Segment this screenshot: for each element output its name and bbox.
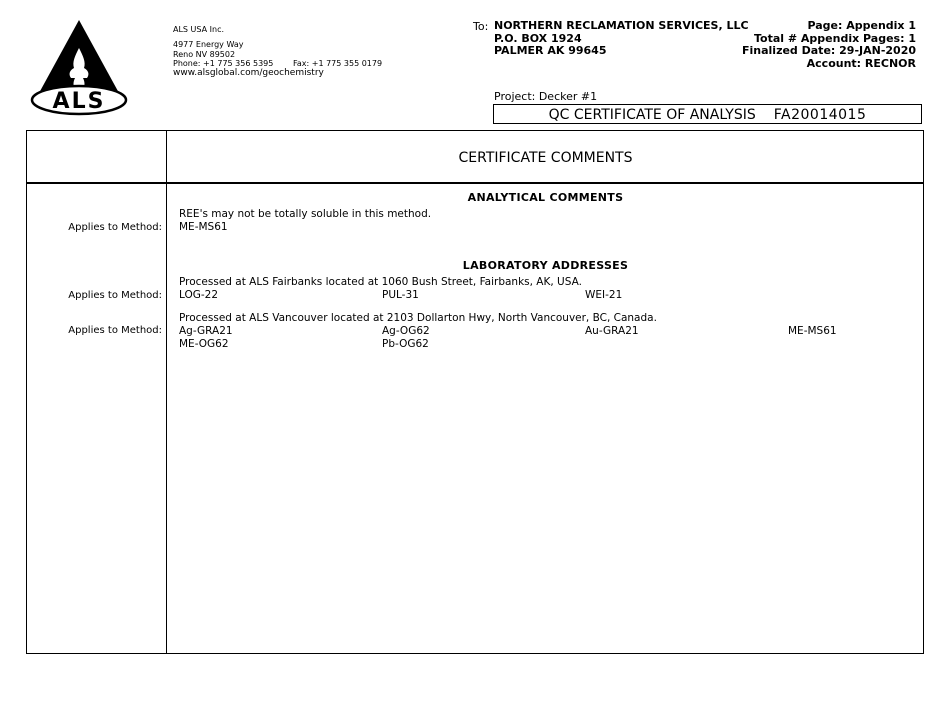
project-label: Project: Decker #1: [494, 90, 598, 103]
finalized-date: Finalized Date: 29-JAN-2020: [741, 44, 916, 57]
company-fax: Fax: +1 775 355 0179: [293, 59, 383, 68]
company-name: ALS USA Inc.: [173, 25, 225, 34]
vancouver-method: Pb-OG62: [382, 338, 429, 350]
total-pages: Total # Appendix Pages: 1: [753, 31, 916, 45]
certificate-number: FA20014015: [773, 107, 867, 123]
company-address-1: 4977 Energy Way: [173, 40, 244, 49]
vancouver-method: ME-MS61: [788, 325, 837, 337]
comments-frame: [26, 130, 924, 654]
company-website[interactable]: www.alsglobal.com/geochemistry: [173, 68, 324, 78]
frame-divider-horizontal: [26, 182, 924, 184]
analytical-comment-text: REE's may not be totally soluble in this method.: [179, 208, 432, 220]
vancouver-method: Ag-GRA21: [179, 325, 233, 337]
fairbanks-method: WEI-21: [585, 289, 623, 301]
recipient-address-1: P.O. BOX 1924: [494, 31, 582, 45]
fairbanks-method: PUL-31: [382, 289, 419, 301]
frame-divider-vertical: [166, 130, 167, 654]
company-address-2: Reno NV 89502: [173, 49, 236, 59]
recipient-address-2: PALMER AK 99645: [494, 44, 607, 57]
laboratory-addresses-title: LABORATORY ADDRESSES: [462, 259, 629, 272]
vancouver-method: Au-GRA21: [585, 325, 639, 337]
applies-label-vancouver: Applies to Method:: [68, 325, 162, 336]
fairbanks-method: LOG-22: [179, 289, 219, 301]
applies-label-fairbanks: Applies to Method:: [68, 290, 162, 301]
recipient-block: [494, 20, 749, 58]
analytical-method: ME-MS61: [179, 221, 228, 233]
certificate-title: QC CERTIFICATE OF ANALYSIS: [548, 107, 756, 123]
vancouver-method: ME-OG62: [179, 338, 229, 350]
certificate-title-box: [493, 104, 922, 124]
vancouver-method: Ag-OG62: [382, 325, 430, 337]
als-logo: [28, 18, 130, 116]
page-number: Page: Appendix 1: [807, 19, 916, 32]
logo-text: ALS: [52, 89, 106, 114]
applies-label-analytical: Applies to Method:: [68, 222, 162, 233]
page-info-block: [742, 20, 916, 70]
to-label: To:: [473, 20, 489, 33]
analytical-comments-title: ANALYTICAL COMMENTS: [467, 191, 624, 204]
vancouver-address: Processed at ALS Vancouver located at 2103 Dollarton Hwy, North Vancouver, BC, Canada.: [179, 312, 657, 324]
recipient-name: NORTHERN RECLAMATION SERVICES, LLC: [494, 19, 749, 32]
fairbanks-address: Processed at ALS Fairbanks located at 1060 Bush Street, Fairbanks, AK, USA.: [179, 276, 582, 288]
account: Account: RECNOR: [806, 56, 916, 70]
comments-title: CERTIFICATE COMMENTS: [458, 150, 633, 166]
company-phone: Phone: +1 775 356 5395: [173, 59, 274, 68]
